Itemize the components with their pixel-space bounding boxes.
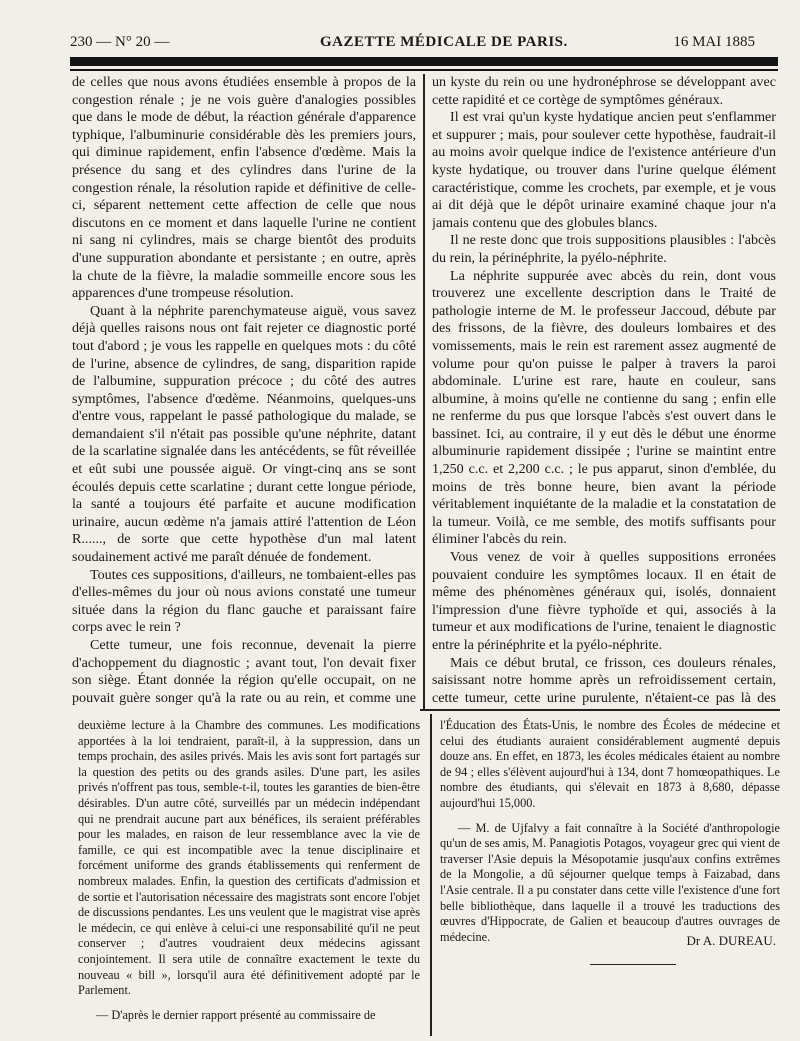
paragraph: Cette tumeur, une fois reconnue, devenait la pierre d'achoppement du diagnostic ; avant tout, l'on devait fixer son siège. Étant donnée la région qu'elle occupait, on ne pouvait guère songer qu'à la rate ou au rein, et comme une [72, 637, 416, 706]
paragraph: Il ne reste donc que trois suppositions plausibles : l'abcès du rein, la périnéphrite, la pyélo-néphrite. [432, 232, 776, 266]
article-column-left [72, 74, 416, 706]
page-header [70, 30, 770, 56]
section-divider [420, 709, 780, 711]
paragraph: deuxième lecture à la Chambre des communes. Les modifications apportées à la loi tendraient, paraît-il, à la suppression, dans un temps prochain, des asiles privés. Mais les avis sont fort partagés sur la question des petits ou des grands asiles. D'une part, les asiles privés n'offrent pas tous, semble-t-il, toutes les garanties de bien-être désirables. D'un autre côté, surveillés par un médecin indépendant qui ne prendrait aucune part aux bénéfices, ils seraient préférables pour les malades, en raison de leur ressemblance avec la vie de famille, ce qui est incompatible avec la tenue disciplinaire et forcément uniforme des grands établissements qui renferment de nombreux malades. Enfin, la question des certificats d'admission et de sortie et l'autorisation nécessaire des magistrats sont encore l'objet de discussions pendantes. Les uns veulent que le magistrat vise après le médecin, ce qui enlève à celui-ci une responsabilité qu'il ne peut conserver ; d'autres voudraient deux médecins agissant conjointement. Il sera utile de connaître exactement le texte du nouveau « bill », lorsqu'il aura été définitivement adopté par le Parlement. [78, 718, 420, 998]
column-divider [423, 74, 425, 710]
paragraph: Mais ce début brutal, ce frisson, ces douleurs rénales, saisissant notre homme après un refroidissement certain, cette tumeur, cette urine purulente, n'étaient-ce pas là des [432, 654, 776, 706]
header-rule-thin [70, 69, 778, 71]
issue-date: 16 MAI 1885 [673, 34, 755, 50]
column-divider [430, 714, 432, 1036]
news-column-right [440, 718, 780, 943]
paragraph: un kyste du rein ou une hydronéphrose se développant avec cette rapidité et ce cortège de symptômes généraux. [432, 74, 776, 108]
paragraph: de celles que nous avons étudiées ensemble à propos de la congestion rénale ; je ne vois guère d'analogies possibles que dans le mode de début, la réaction générale d'apparence typhique, l'albuminurie considérable dès les premiers jours, qui diminue rapidement, enfin l'absence d'œdème. Mais la présence du sang et des cylindres dans l'urine de la congestion rénale, la résolution rapide et définitive de celle-ci, séparent nettement cette affection de celle que nous discutons en ce moment et dans laquelle l'urine ne contient ni sang ni cylindres, mais se charge bientôt des produits d'une suppuration abondante et persistante ; en outre, après la chute de la fièvre, la maladie sommeille encore sous les apparences d'une trompeuse résolution. [72, 74, 416, 302]
paragraph: Vous venez de voir à quelles suppositions erronées pouvaient conduire les symptômes locaux. Il en était de même des phénomènes généraux qui, isolés, donnaient l'impression d'une fièvre typhoïde et qui, associés à la tumeur et aux modifications de l'urine, tenaient le diagnostic entre la périnéphrite et la pyélo-néphrite. [432, 549, 776, 653]
article-column-right [432, 74, 776, 706]
paragraph: — D'après le dernier rapport présenté au commissaire de [96, 1007, 376, 1022]
page-number: 230 — N° 20 — [70, 34, 170, 50]
news-column-left [78, 718, 420, 1033]
paragraph: l'Éducation des États-Unis, le nombre des Écoles de médecine et celui des étudiants auraient considérablement augmenté depuis douze ans. En effet, en 1873, les écoles médicales étaient au nombre de 94 ; elles s'élèvent aujourd'hui à 134, dont 7 homœopathiques. Le nombre des étudiants, qui s'élevait en 1873 à 8,680, dépasse aujourd'hui 15,000. [440, 718, 780, 810]
header-rule-thick [70, 57, 778, 66]
author-signature: Dr A. DUREAU. [686, 933, 776, 948]
paragraph: Toutes ces suppositions, d'ailleurs, ne tombaient-elles pas d'elles-mêmes du jour où nous avions constaté une tumeur située dans la région du flanc gauche et paraissant faire corps avec le rein ? [72, 566, 416, 636]
paragraph: Quant à la néphrite parenchymateuse aiguë, vous savez déjà quelles raisons nous ont fait rejeter ce diagnostic porté tout d'abord ; je vous les rappelle en quelques mots : du côté de l'urine, absence de cylindres, de sang, disparition rapide de l'albumine, suppuration précoce ; du côté des autres symptômes, l'absence d'œdème. Néanmoins, quelques-uns d'entre vous, rappelant le passé pathologique du malade, se demandaient s'il n'était pas possible qu'une néphrite, datant de la scarlatine signalée dans les antécédents, se fût réveillée et eût subi une poussée aiguë. Or vingt-cinq ans se sont écoulés depuis cette scarlatine ; durant cette longue période, la santé a toujours été parfaite et aucune modification urinaire, aucun œdème n'a jamais attiré l'attention de Léon R......, de sorte que cette hypothèse d'un mal latent soudainement activé me paraît dénuée de fondement. [72, 302, 416, 566]
end-rule [590, 964, 676, 965]
journal-title: GAZETTE MÉDICALE DE PARIS. [320, 34, 568, 50]
paragraph: Il est vrai qu'un kyste hydatique ancien peut s'enflammer et suppurer ; mais, pour soulever cette hypothèse, faudrait-il au moins avoir quelque indice de l'existence antérieure d'un kyste hydatique, ou trouver dans l'urine quelque élément caractéristique, comme les crochets, par exemple, et je vous ai dit déjà que le dépôt urinaire examiné chaque jour n'a jamais contenu que des globules blancs. [432, 109, 776, 231]
paragraph: La néphrite suppurée avec abcès du rein, dont vous trouverez une excellente description dans le Traité de pathologie interne de M. le professeur Jaccoud, débute par des frissons, de la fièvre, des douleurs lombaires et des vomissements, mais le rein est rarement assez augmenté de volume pour qu'on puisse le palper à travers la paroi abdominale. L'urine est rare, haute en couleur, sans albumine, à moins qu'elle ne contienne du sang ; enfin elle ne renferme du pus que lorsque l'abcès s'est ouvert dans le bassinet. Ici, au contraire, il y eut dès le début une énorme albuminurie rapidement dissipée ; l'urine se maintint entre 1,250 c.c. et 2,200 c.c. ; le pus apparut, sinon d'emblée, du moins de très bonne heure, bien avant la période véritablement inquiétante de la maladie et la constatation de la tumeur. Voilà, ce me semble, des motifs suffisants pour éliminer l'abcès du rein. [432, 267, 776, 548]
paragraph: — M. de Ujfalvy a fait connaître à la Société d'anthropologie qu'un de ses amis, M. Panagiotis Potagos, voyageur grec qui vient de traverser l'Asie depuis la Mésopotamie jusqu'aux confins extrêmes de la Mongolie, a dû séjourner quelque temps à Faizabad, dans l'Asie centrale. Il a pu constater dans cette ville l'existence d'une fort belle bibliothèque, dans laquelle il a trouvé les traductions des œuvres d'Hippocrate, de Galien et beaucoup d'autres ouvrages de médecine. [440, 820, 780, 943]
